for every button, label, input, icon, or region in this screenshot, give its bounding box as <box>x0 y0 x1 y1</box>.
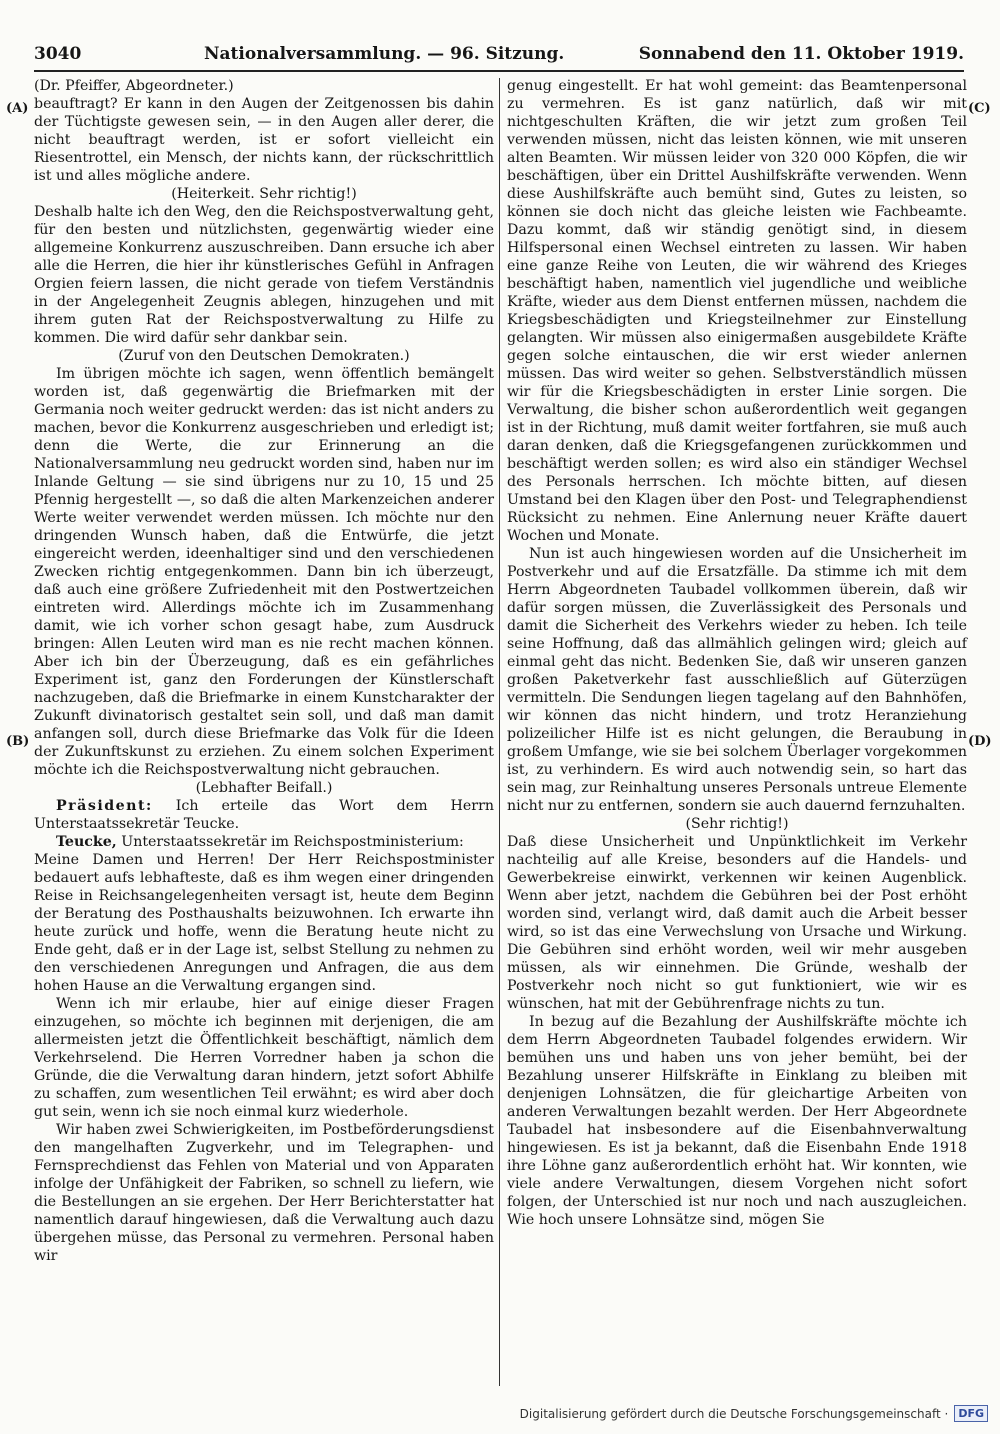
footer-text: Digitalisierung gefördert durch die Deutsche Forschungsgemeinschaft · <box>519 1406 949 1421</box>
speaker-continuation: (Dr. Pfeiffer, Abgeordneter.) <box>34 78 234 94</box>
teucke-name: Teucke, <box>56 834 117 850</box>
header-date: Sonnabend den 11. Oktober 1919. <box>638 44 964 64</box>
reaction-note: (Sehr richtig!) <box>685 816 789 832</box>
paragraph: Wenn ich mir erlaube, hier auf einige dieser Fragen einzugehen, so möchte ich beginnen mit derjenigen, die am allermeisten jetzt die Öffentlichkeit beschäftigt, nämlich dem Verkehrselend. Die Herren Vorredner haben ja schon die Gründe, die die Verwaltung daran hindern, jetzt sofort Abhilfe zu schaffen, zum wesentlichen Teil erwähnt; es wird aber doch gut sein, wenn ich sie noch einmal kurz wiederhole. <box>34 996 494 1120</box>
margin-marker-b: (B) <box>6 734 30 749</box>
reaction-note: (Zuruf von den Deutschen Demokraten.) <box>118 348 410 364</box>
paragraph: In bezug auf die Bezahlung der Aushilfskräfte möchte ich dem Herrn Abgeordneten Taubadel folgendes erwidern. Wir bemühen uns und haben uns von jeher bemüht, bei der Bezahlung unserer Hilfskräfte in Einklang zu bleiben mit denjenigen Lohnsätzen, die für gleichartige Arbeiten von anderen Verwaltungen bezahlt werden. Der Herr Abgeordnete Taubadel hat insbesondere auf die Eisenbahnverwaltung hingewiesen. Es ist ja bekannt, daß die Eisenbahn Ende 1918 ihre Löhne ganz außerordentlich erhöht hat. Wir konnten, wie viele andere Verwaltungen, diesem Vorgehen nicht sofort folgen, der Unterschied ist nur noch und nach auszugleichen. Wie hoch unsere Lohnsätze sind, mögen Sie <box>507 1014 967 1228</box>
paragraph: Daß diese Unsicherheit und Unpünktlichkeit im Verkehr nachteilig auf alle Kreise, besonders auf die Handels- und Gewerbekreise einwirkt, verkennen wir keinen Augenblick. Wenn aber jetzt, nachdem die Gebühren bei der Post erhöht worden sind, verlangt wird, daß damit auch die Arbeit besser wird, so ist das eine Verwechslung von Ursache und Wirkung. Die Gebühren sind erhöht worden, weil wir mehr ausgeben müssen, als wir einnehmen. Die Gründe, weshalb der Postverkehr noch nicht so gut funktioniert, wie wir es wünschen, hat mit der Gebührenfrage nichts zu tun. <box>507 834 967 1012</box>
left-column <box>34 77 494 1265</box>
header-title: Nationalversammlung. — 96. Sitzung. <box>204 44 565 64</box>
paragraph: genug eingestellt. Er hat wohl gemeint: das Beamtenpersonal zu vermehren. Es ist ganz natürlich, daß wir mit nichtgeschulten Kräften, die wir jetzt zum großen Teil verwenden müssen, nicht das leisten können, wie mit unseren alten Beamten. Wir müssen leider von 320 000 Köpfen, die wir beschäftigen, über ein Drittel Aushilfskräfte verwenden. Wenn diese Aushilfskräfte auch bemüht sind, Gutes zu leisten, so können sie doch nicht das gleiche leisten wie Fachbeamte. Dazu kommt, daß wir ständig genötigt sind, in diesem Hilfspersonal einen Wechsel eintreten zu lassen. Wir haben eine ganze Reihe von Leuten, die wir während des Krieges beschäftigt haben, namentlich viel jugendliche und weibliche Kräfte, wieder aus dem Dienst entfernen müssen, nachdem die Kriegsbeschädigten und Kriegsteilnehmer zur Einstellung gelangten. Wir müssen also einigermaßen ausgebildete Kräfte gegen solche eintauschen, die wir erst wieder anlernen müssen. Das wird weiter so gehen. Selbstverständlich müssen wir für die Kriegsbeschädigten in erster Linie sorgen. Die Verwaltung, die bisher schon außerordentlich weit gegangen ist in der Richtung, muß damit weiter fortfahren, sie muß auch daran denken, daß die Kriegsgefangenen zurückkommen und beschäftigt werden sollen; es wird also ein ständiger Wechsel des Personals herrschen. Ich möchte bitten, auf diesen Umstand bei den Klagen über den Post- und Telegraphendienst Rücksicht zu nehmen. Eine Anlernung neuer Kräfte dauert Wochen und Monate. <box>507 78 967 544</box>
paragraph: beauftragt? Er kann in den Augen der Zeitgenossen bis dahin der Tüchtigste gewesen sein, — in den Augen aller derer, die nicht beauftragt werden, ist er sofort vielleicht ein Riesentrottel, ein Mensch, der nichts kann, der rückschrittlich ist und alles mögliche andere. <box>34 96 494 184</box>
paragraph: Meine Damen und Herren! Der Herr Reichspostminister bedauert aufs lebhafteste, daß es ihm wegen einer dringenden Reise in Reichsangelegenheiten versagt ist, heute dem Beginn der Beratung des Posthaushalts beizuwohnen. Ich erwarte ihn heute zurück und hoffe, wenn die Beratung heute nicht zu Ende geht, daß er in der Lage ist, selbst Stellung zu nehmen zu den verschiedenen Anregungen und Anfragen, die aus dem hohen Hause an die Verwaltung ergangen sind. <box>34 852 494 994</box>
president-text: Ich erteile das Wort dem Herrn Unterstaatssekretär Teucke. <box>34 798 494 832</box>
teucke-paragraph <box>34 833 494 851</box>
reaction-note: (Heiterkeit. Sehr richtig!) <box>171 186 357 202</box>
header-rule <box>34 70 964 72</box>
page-header <box>34 44 964 68</box>
margin-marker-d: (D) <box>968 734 992 749</box>
digitization-footer <box>520 1405 988 1422</box>
column-divider <box>499 78 500 1386</box>
president-name: Präsident: <box>56 798 153 814</box>
teucke-role: Unterstaatssekretär im Reichspostministerium: <box>121 834 464 850</box>
paragraph: Nun ist auch hingewiesen worden auf die Unsicherheit im Postverkehr und auf die Ersatzfälle. Da stimme ich mit dem Herrn Abgeordneten Taubadel vollkommen überein, daß wir dafür sorgen müssen, die Zuverlässigkeit des Personals und damit die Sicherheit des Verkehrs wieder zu heben. Ich teile seine Hoffnung, daß das allmählich gelingen wird; gleich auf einmal geht das nicht. Bedenken Sie, daß wir unseren ganzen großen Paketverkehr fast ausschließlich auf Güterzügen vermitteln. Die Sendungen liegen tagelang auf den Bahnhöfen, wir können das nicht hindern, und trotz Heranziehung polizeilicher Hilfe ist es nicht gelungen, die Beraubung in großem Umfange, wie sie bei solchem Überlager vorgekommen ist, zu verhindern. Es wird auch notwendig sein, so hart das sein mag, zur Reinhaltung unseres Personals untreue Elemente nicht nur zu entfernen, sondern sie auch dauernd fernzuhalten. <box>507 546 968 814</box>
margin-marker-c: (C) <box>968 101 991 116</box>
paragraph: Im übrigen möchte ich sagen, wenn öffentlich bemängelt worden ist, daß gegenwärtig die Briefmarken mit der Germania noch weiter gedruckt werden: das ist nicht anders zu machen, bevor die Konkurrenz ausgeschrieben und erledigt ist; denn die Werte, die zur Erinnerung an die Nationalversammlung neu gedruckt worden sind, haben nur im Inlande Geltung — sie sind übrigens nur zu 10, 15 und 25 Pfennig hergestellt —, so daß die alten Markenzeichen anderer Werte weiter verwendet werden müssen. Ich möchte nur den dringenden Wunsch haben, daß die Entwürfe, die jetzt eingereicht werden, ideenhaltiger sind und den verschiedenen Zwecken richtig entgegenkommen. Dann bin ich überzeugt, daß auch eine größere Zufriedenheit mit den Postwertzeichen eintreten wird. Allerdings möchte ich im Zusammenhang damit, wie ich vorher schon gesagt habe, zum Ausdruck bringen: Allen Leuten wird man es nie recht machen können. Aber ich bin der Überzeugung, daß es ein gefährliches Experiment ist, ganz den Forderungen der Künstlerschaft nachzugeben, daß die Briefmarke in einem Kunstcharakter der Zukunft divinatorisch gestaltet sein soll, und daß man damit anfangen soll, durch diese Briefmarke das Volk für die Ideen der Zukunftskunst zu erziehen. Zu einem solchen Experiment möchte ich die Reichspostverwaltung nicht gebrauchen. <box>34 366 494 778</box>
president-paragraph <box>34 797 494 833</box>
page-number: 3040 <box>34 44 82 64</box>
margin-marker-a: (A) <box>6 101 29 116</box>
paragraph: Wir haben zwei Schwierigkeiten, im Postbeförderungsdienst den mangelhaften Zugverkehr, und im Telegraphen- und Fernsprechdienst das Fehlen von Material und von Apparaten infolge der Unfähigkeit der Fabriken, so schnell zu liefern, wie die Bestellungen an sie ergehen. Der Herr Berichterstatter hat namentlich darauf hingewiesen, daß die Verwaltung auch dazu übergehen müsse, das Personal zu vermehren. Personal haben wir <box>34 1122 494 1264</box>
paragraph: Deshalb halte ich den Weg, den die Reichspostverwaltung geht, für den besten und nützlichsten, gegenwärtig wieder eine allgemeine Konkurrenz auszuschreiben. Dann ersuche ich aber alle die Herren, die hier ihr künstlerisches Gefühl in Anfragen Orgien feiern lassen, die nicht gerade von tiefem Verständnis in der Angelegenheit Zeugnis ablegen, hinzugehen und mit ihrem guten Rat der Reichspostverwaltung zu Hilfe zu kommen. Die wird dafür sehr dankbar sein. <box>34 204 494 346</box>
reaction-note: (Lebhafter Beifall.) <box>195 780 333 796</box>
right-column <box>507 77 967 1229</box>
dfg-logo: DFG <box>954 1405 988 1422</box>
